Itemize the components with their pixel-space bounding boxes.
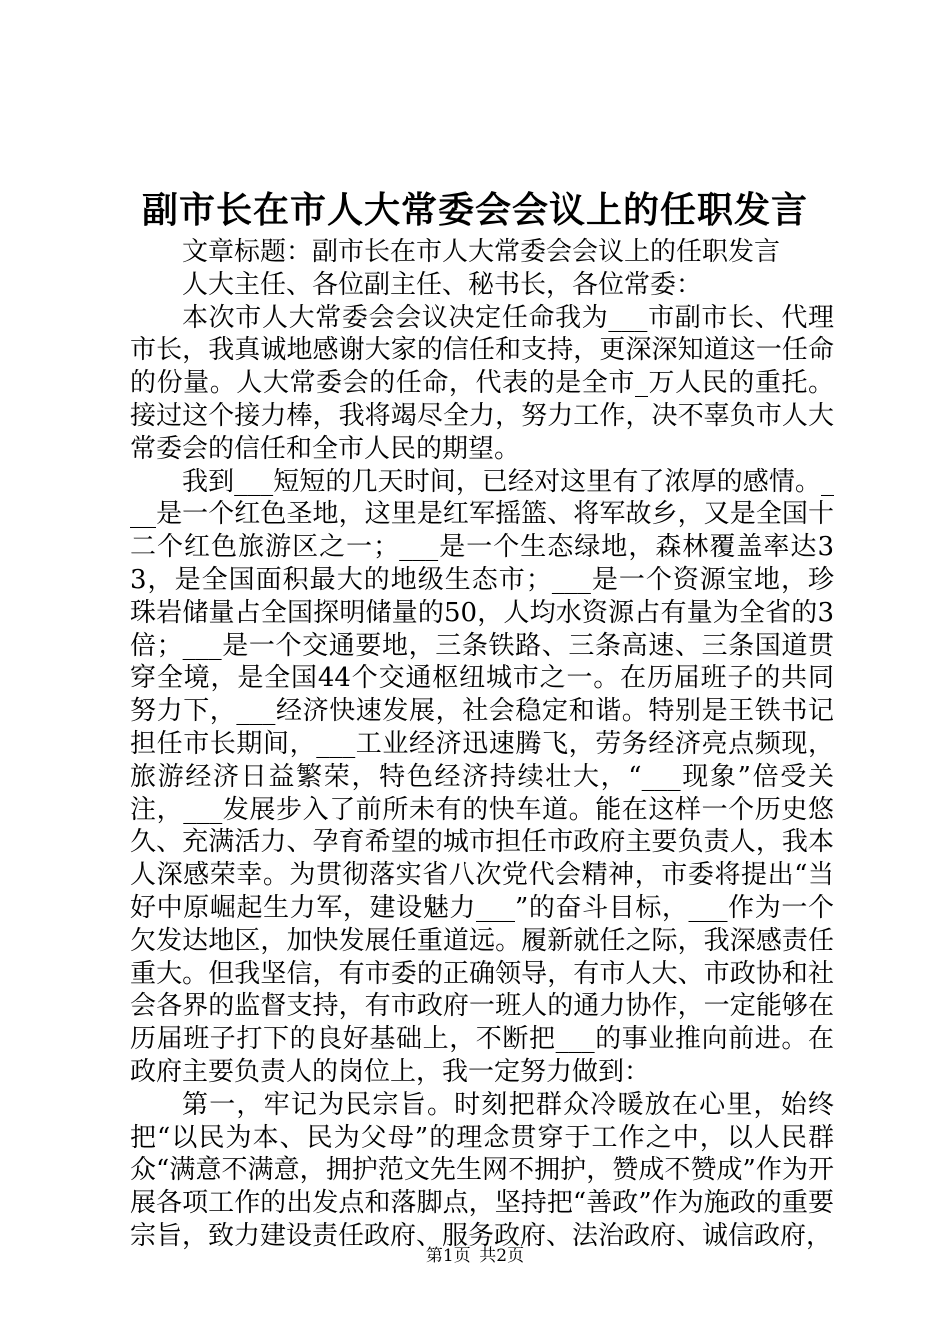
paragraph-appointment: 本次市人大常委会会议决定任命我为___市副市长、代理市长，我真诚地感谢大家的信任和支持，更深深知道这一任命的份量。人大常委会的任命，代表的是全市_万人民的重托。接过这个接力棒，我将竭尽全力，努力工作，决不辜负市人大常委会的信任和全市人民的期望。 bbox=[130, 302, 834, 464]
paragraph-salutation: 人大主任、各位副主任、秘书长，各位常委： bbox=[182, 269, 703, 300]
document-body bbox=[130, 236, 834, 1253]
paragraph-article-title: 文章标题：副市长在市人大常委会会议上的任职发言 bbox=[182, 237, 781, 267]
total-pages: 共2页 bbox=[479, 1246, 525, 1266]
page-number: 第1页 bbox=[425, 1246, 471, 1266]
document-title: 副市长在市人大常委会会议上的任职发言 bbox=[141, 189, 808, 231]
paragraph-first-commitment: 第一，牢记为民宗旨。时刻把群众冷暖放在心里，始终把“以民为本、民为父母”的理念贯穿于工作之中，以人民群众“满意不满意，拥护范文先生网不拥护，赞成不赞成”作为开展各项工作的出发点和落脚点，坚持把“善政”作为施政的重要宗旨，致力建设责任政府、服务政府、法治政府、诚信政府， bbox=[130, 1089, 834, 1251]
page-footer bbox=[0, 1244, 950, 1268]
paragraph-city-introduction: 我到___短短的几天时间，已经对这里有了浓厚的感情。___是一个红色圣地，这里是红军摇篮、将军故乡，又是全国十二个红色旅游区之一；___是一个生态绿地，森林覆盖率达33，是全国面积最大的地级生态市；___是一个资源宝地，珍珠岩储量占全国探明储量的50，人均水资源占有量为全省的3倍；___是一个交通要地，三条铁路、三条高速、三条国道贯穿全境，是全国44个交通枢纽城市之一。在历届班子的共同努力下，___经济快速发展，社会稳定和谐。特别是王铁书记担任市长期间，___工业经济迅速腾飞，劳务经济亮点频现，旅游经济日益繁荣，特色经济持续壮大，“___现象”倍受关注，___发展步入了前所未有的快车道。能在这样一个历史悠久、充满活力、孕育希望的城市担任市政府主要负责人，我本人深感荣幸。为贯彻落实省八次党代会精神，市委将提出“当好中原崛起生力军，建设魅力___”的奋斗目标，___作为一个欠发达地区，加快发展任重道远。履新就任之际，我深感责任重大。但我坚信，有市委的正确领导，有市人大、市政协和社会各界的监督支持，有市政府一班人的通力协作，一定能够在历届班子打下的良好基础上，不断把___的事业推向前进。在政府主要负责人的岗位上，我一定努力做到： bbox=[130, 466, 834, 1087]
